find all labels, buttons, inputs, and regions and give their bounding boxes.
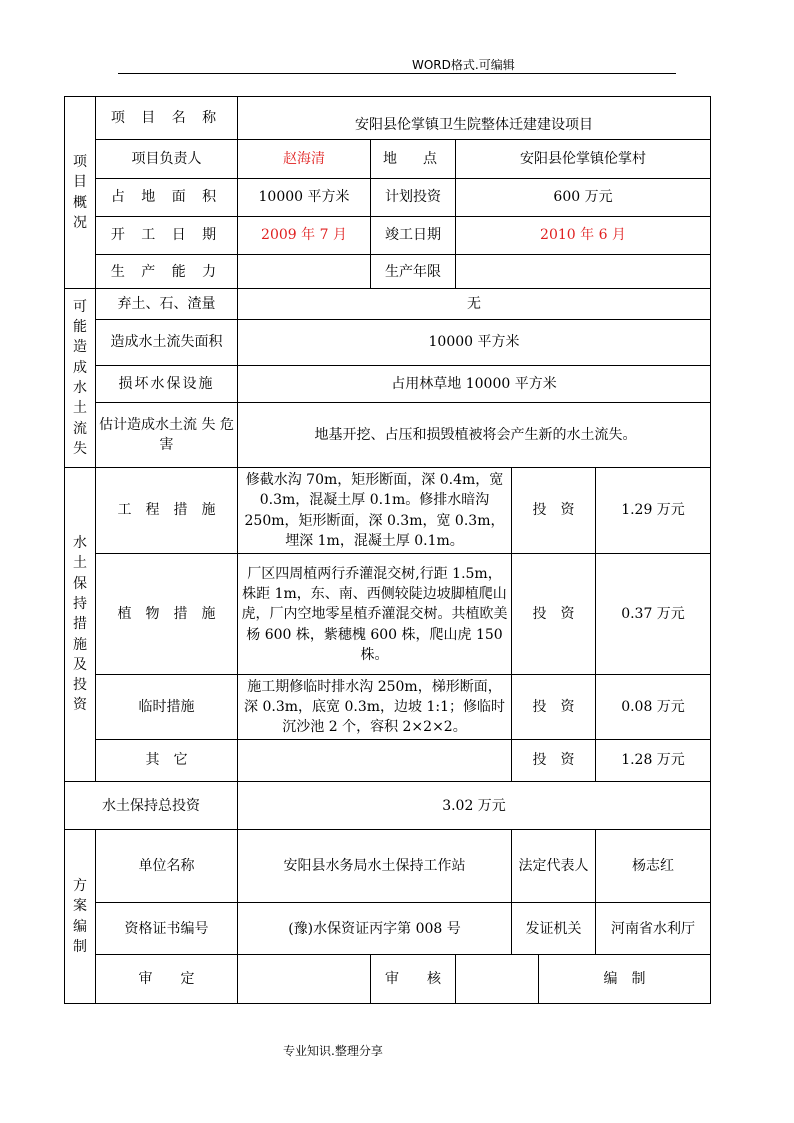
row-signoff (65, 955, 711, 1004)
capacity-label: 生 产 能 力 (96, 255, 238, 289)
start-date-label: 开 工 日 期 (96, 216, 238, 254)
other-desc (238, 739, 512, 781)
project-form-table (64, 96, 711, 1004)
unit-label: 单位名称 (96, 830, 238, 903)
location-label: 地 点 (371, 140, 456, 178)
other-invest-value: 1.28 万元 (596, 739, 711, 781)
row-unit (65, 830, 711, 903)
review-label: 审 核 (371, 955, 456, 1004)
temporary-invest-label: 投 资 (512, 675, 596, 739)
issuer-value: 河南省水利厅 (596, 903, 711, 955)
plant-desc: 厂区四周植两行乔灌混交树,行距 1.5m，株距 1m，东、南、西侧较陡边坡脚植爬山虎，厂内空地零星植乔灌混交树。共植欧美杨 600 株，紫穗槐 600 株，爬山虎 150 株。 (238, 554, 512, 675)
approve-value (238, 955, 371, 1004)
plant-invest-value: 0.37 万元 (596, 554, 711, 675)
plant-label: 植 物 措 施 (96, 554, 238, 675)
review-value (456, 955, 539, 1004)
row-loss-area (65, 319, 711, 365)
engineering-invest-label: 投 资 (512, 467, 596, 554)
production-years-value (456, 255, 711, 289)
issuer-label: 发证机关 (512, 903, 596, 955)
unit-value: 安阳县水务局水土保持工作站 (238, 830, 512, 903)
project-name-label: 项 目 名 称 (96, 97, 238, 140)
loss-area-label: 造成水土流失面积 (96, 319, 238, 365)
plan-invest-label: 计划投资 (371, 178, 456, 216)
compile-label: 编 制 (539, 955, 711, 1004)
temporary-desc: 施工期修临时排水沟 250m，梯形断面，深 0.3m，底宽 0.3m，边坡 1:1；修临时沉沙池 2 个，容积 2×2×2。 (238, 675, 512, 739)
temporary-label: 临时措施 (96, 675, 238, 739)
engineering-invest-value: 1.29 万元 (596, 467, 711, 554)
legal-rep-label: 法定代表人 (512, 830, 596, 903)
production-years-label: 生产年限 (371, 255, 456, 289)
row-capacity (65, 255, 711, 289)
waste-value: 无 (238, 289, 711, 319)
row-leader (65, 140, 711, 178)
row-harm (65, 403, 711, 467)
plan-invest-value: 600 万元 (456, 178, 711, 216)
section-plan: 方案编制 (65, 830, 96, 1004)
loss-area-value: 10000 平方米 (238, 319, 711, 365)
plant-invest-label: 投 资 (512, 554, 596, 675)
row-plant (65, 554, 711, 675)
leader-label: 项目负责人 (96, 140, 238, 178)
leader-value: 赵海清 (238, 140, 371, 178)
legal-rep-value: 杨志红 (596, 830, 711, 903)
project-name-value: 安阳县伦掌镇卫生院整体迁建建设项目 (238, 97, 711, 140)
location-value: 安阳县伦掌镇伦掌村 (456, 140, 711, 178)
start-date-value: 2009 年 7 月 (238, 216, 371, 254)
capacity-value (238, 255, 371, 289)
header-text: WORD格式.可编辑 (412, 58, 515, 72)
damage-label: 损坏水保设施 (96, 365, 238, 402)
finish-date-value: 2010 年 6 月 (456, 216, 711, 254)
other-invest-label: 投 资 (512, 739, 596, 781)
section-overview: 项目概况 (65, 97, 96, 289)
row-area (65, 178, 711, 216)
waste-label: 弃土、石、渣量 (96, 289, 238, 319)
temporary-invest-value: 0.08 万元 (596, 675, 711, 739)
other-label: 其 它 (96, 739, 238, 781)
row-damage (65, 365, 711, 402)
row-total (65, 782, 711, 830)
row-dates (65, 216, 711, 254)
row-temporary (65, 675, 711, 739)
harm-label: 估计造成水土流 失 危 害 (96, 403, 238, 467)
row-engineering (65, 467, 711, 554)
engineering-label: 工 程 措 施 (96, 467, 238, 554)
row-waste (65, 289, 711, 319)
section-erosion: 可能造成水土流失 (65, 289, 96, 467)
cert-label: 资格证书编号 (96, 903, 238, 955)
harm-value: 地基开挖、占压和损毁植被将会产生新的水土流失。 (238, 403, 711, 467)
damage-value: 占用林草地 10000 平方米 (238, 365, 711, 402)
footer-text: 专业知识.整理分享 (283, 1044, 383, 1058)
total-invest-value: 3.02 万元 (238, 782, 711, 830)
section-measures: 水土保持措施及投资 (65, 467, 96, 781)
area-label: 占 地 面 积 (96, 178, 238, 216)
cert-value: (豫)水保资证丙字第 008 号 (238, 903, 512, 955)
engineering-desc: 修截水沟 70m，矩形断面，深 0.4m，宽 0.3m，混凝土厚 0.1m。修排水暗沟 250m，矩形断面，深 0.3m，宽 0.3m，埋深 1m，混凝土厚 0.1m。 (238, 467, 512, 554)
row-other (65, 739, 711, 781)
row-project-name (65, 97, 711, 140)
finish-date-label: 竣工日期 (371, 216, 456, 254)
header-divider (118, 73, 676, 74)
total-invest-label: 水土保持总投资 (65, 782, 238, 830)
area-value: 10000 平方米 (238, 178, 371, 216)
row-cert (65, 903, 711, 955)
approve-label: 审 定 (96, 955, 238, 1004)
